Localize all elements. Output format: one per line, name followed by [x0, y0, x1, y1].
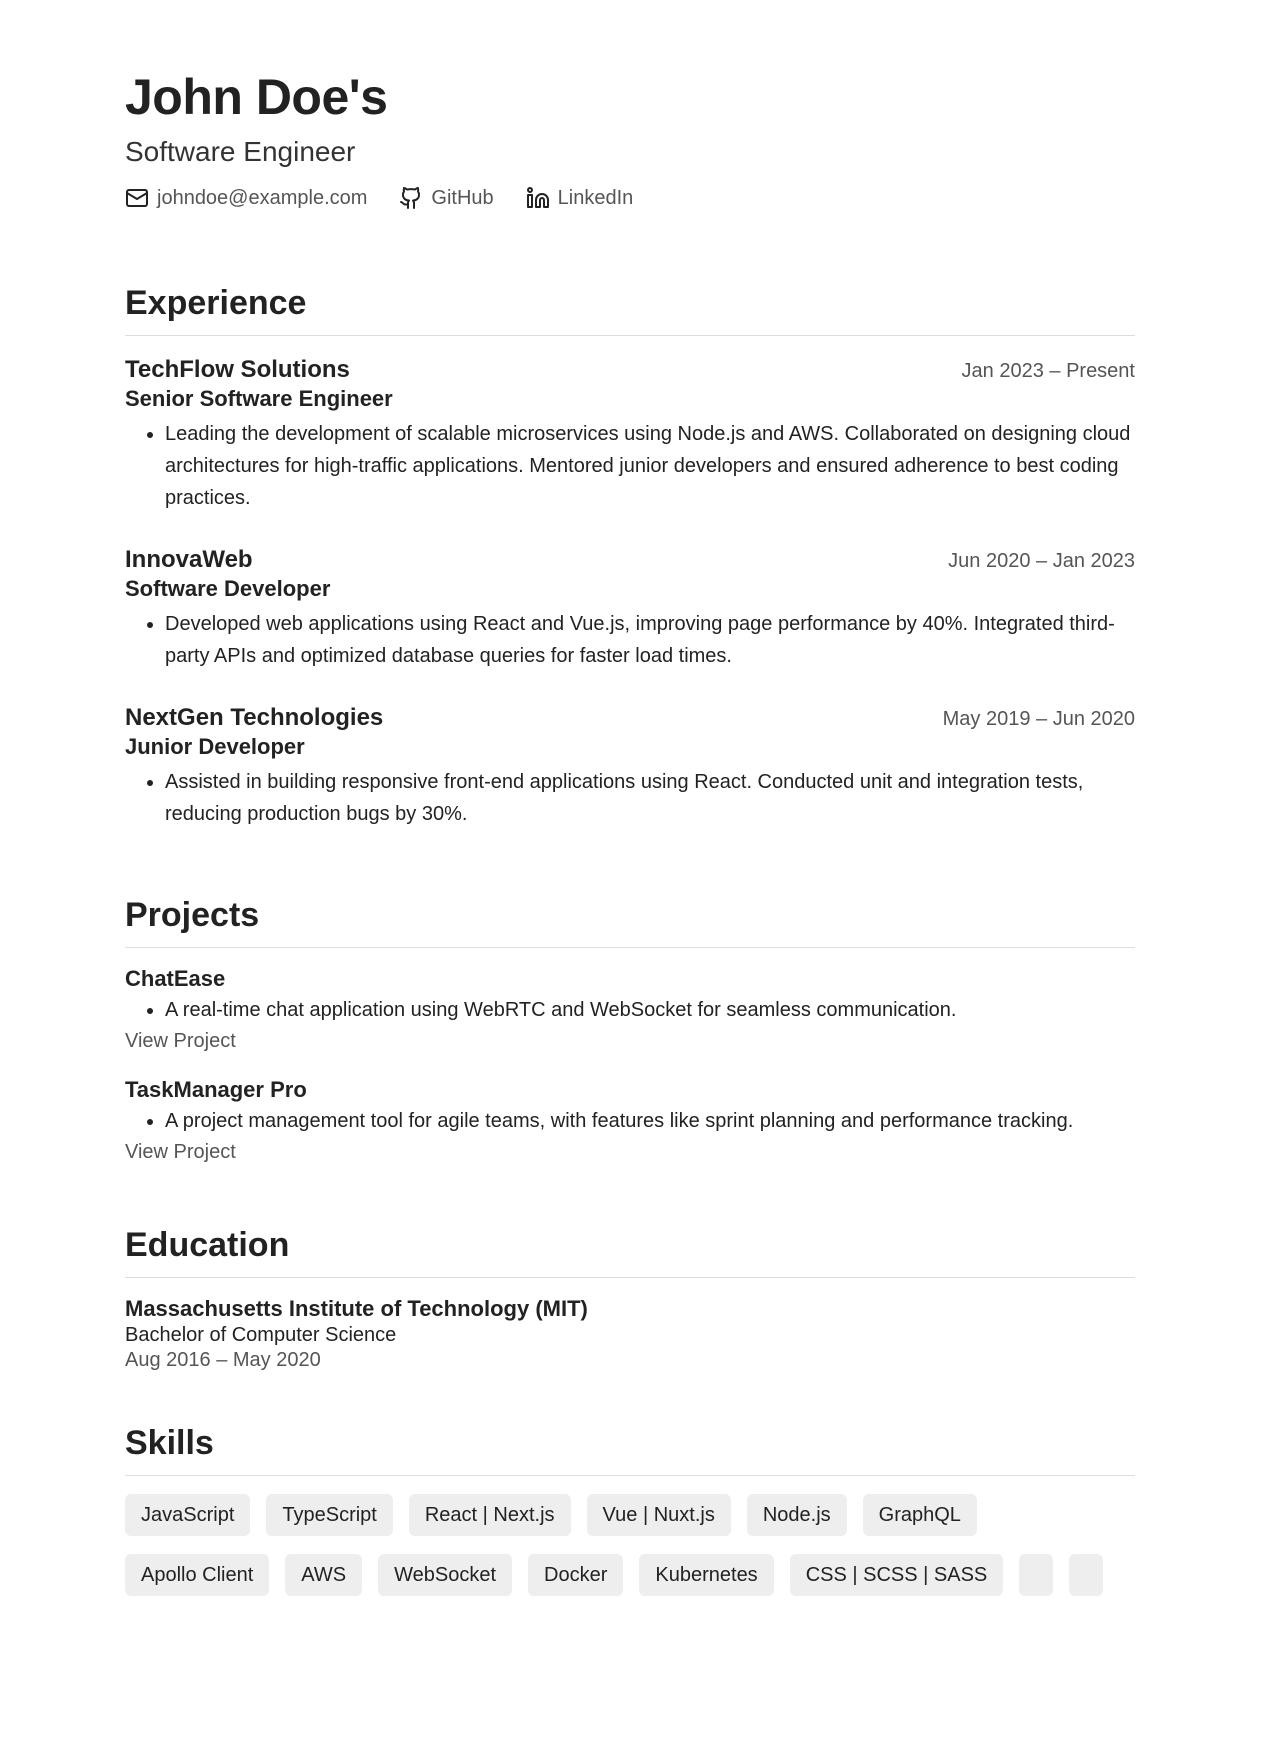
school-name: Massachusetts Institute of Technology (MIT)	[125, 1296, 588, 1321]
education-dates: Aug 2016 – May 2020	[125, 1349, 321, 1371]
job-dates: May 2019 – Jun 2020	[942, 708, 1135, 730]
project-name: TaskManager Pro	[125, 1077, 307, 1102]
skills-section	[125, 1424, 1135, 1596]
resume-content	[125, 64, 1135, 1596]
skills-list	[125, 1494, 1135, 1596]
job-description: • Leading the development of scalable microservices using Node.js and AWS. Collaborated on designing cloud architectures for high-traffic applications. Mentored junior developers and ensured adherence to best coding practices.	[165, 418, 1135, 514]
github-link[interactable]	[399, 186, 493, 210]
skill-chip: Node.js	[747, 1494, 847, 1536]
skill-chip: CSS | SCSS | SASS	[790, 1554, 1004, 1596]
job-position: Software Developer	[125, 576, 331, 601]
degree: Bachelor of Computer Science	[125, 1324, 397, 1346]
view-project-link[interactable]: View Project	[125, 1030, 236, 1052]
skill-chip: Kubernetes	[639, 1554, 773, 1596]
job-position: Senior Software Engineer	[125, 386, 393, 411]
github-icon	[399, 186, 423, 210]
linkedin-link[interactable]	[526, 186, 634, 210]
skill-chip: Docker	[528, 1554, 623, 1596]
company-name: TechFlow Solutions	[125, 356, 350, 383]
company-name: NextGen Technologies	[125, 704, 384, 731]
skill-chip: React | Next.js	[409, 1494, 571, 1536]
project-description: • A real-time chat application using WebRTC and WebSocket for seamless communication.	[165, 994, 1135, 1026]
job-position: Junior Developer	[125, 734, 305, 759]
experience-section	[125, 284, 1135, 830]
experience-item	[125, 704, 1135, 830]
skill-chip: TypeScript	[266, 1494, 392, 1536]
job-description: • Developed web applications using React and Vue.js, improving page performance by 40%. Integrated third-party APIs and optimized database queries for faster load times.	[165, 608, 1135, 672]
skill-chip: Apollo Client	[125, 1554, 269, 1596]
person-title: Software Engineer	[125, 136, 356, 167]
skill-chip: JavaScript	[125, 1494, 250, 1536]
job-description: • Assisted in building responsive front-end applications using React. Conducted unit and integration tests, reducing production bugs by 30%.	[165, 766, 1135, 830]
skill-chip-empty	[1019, 1554, 1053, 1596]
projects-section	[125, 896, 1135, 1164]
education-heading: Education	[125, 1226, 1135, 1278]
project-name: ChatEase	[125, 966, 226, 991]
person-name: John Doe's	[125, 69, 388, 125]
resume-header	[125, 69, 1135, 210]
linkedin-label: LinkedIn	[557, 186, 634, 209]
experience-item	[125, 356, 1135, 514]
skill-chip-empty	[1069, 1554, 1103, 1596]
education-section	[125, 1226, 1135, 1372]
email-label: johndoe@example.com	[157, 186, 368, 209]
project-item	[125, 966, 1135, 1053]
mail-icon	[125, 186, 149, 210]
project-item	[125, 1077, 1135, 1164]
skills-heading: Skills	[125, 1424, 1135, 1476]
github-label: GitHub	[431, 186, 494, 209]
experience-item	[125, 546, 1135, 672]
job-dates: Jan 2023 – Present	[961, 360, 1135, 382]
company-name: InnovaWeb	[125, 546, 253, 573]
view-project-link[interactable]: View Project	[125, 1141, 236, 1163]
email-link[interactable]	[125, 186, 367, 210]
job-dates: Jun 2020 – Jan 2023	[948, 550, 1135, 572]
skill-chip: Vue | Nuxt.js	[587, 1494, 731, 1536]
skill-chip: AWS	[285, 1554, 362, 1596]
skill-chip: GraphQL	[863, 1494, 977, 1536]
linkedin-icon	[526, 186, 550, 210]
contact-list	[125, 186, 1135, 210]
experience-heading: Experience	[125, 284, 1135, 336]
skill-chip: WebSocket	[378, 1554, 512, 1596]
projects-heading: Projects	[125, 896, 1135, 948]
project-description: • A project management tool for agile teams, with features like sprint planning and performance tracking.	[165, 1105, 1135, 1137]
